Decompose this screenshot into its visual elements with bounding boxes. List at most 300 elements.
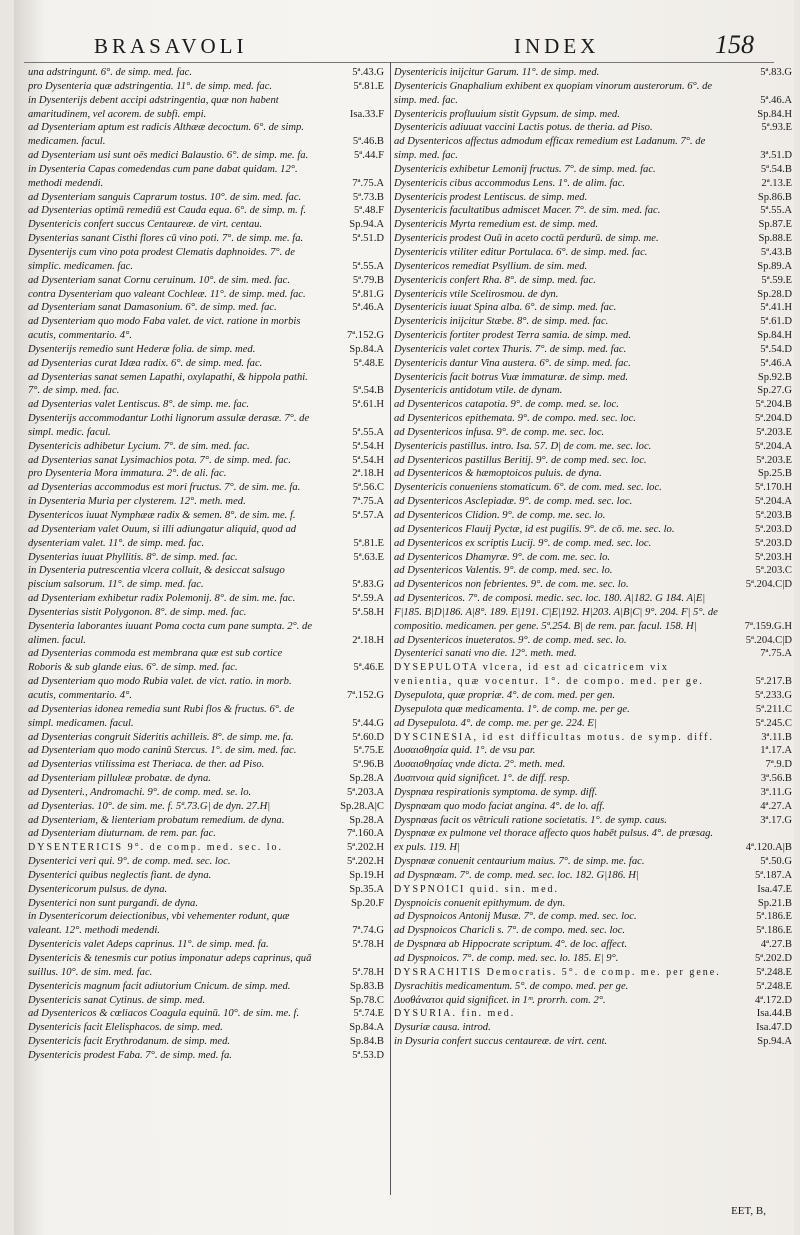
entry-text: Dysentericos remediat Psyllium. de sim. med. xyxy=(394,260,588,272)
entry-reference: 5ª.54.D xyxy=(760,343,792,355)
index-entry xyxy=(28,869,386,883)
index-entry xyxy=(28,1021,386,1035)
index-entry xyxy=(28,1007,386,1021)
entry-reference: 5ª.202.H xyxy=(346,842,384,854)
entry-reference: Isa.44.B xyxy=(756,1008,792,1020)
index-entry xyxy=(394,883,794,897)
entry-text: ad Dysentericos & cœliacos Coagula equinū. 10°. de sim. me. f. xyxy=(28,1008,300,1020)
index-entry xyxy=(394,440,794,454)
entry-text: Dysenterias sanant Cisthi flores cū vino poti. 7°. de simp. me. fa. xyxy=(28,233,304,245)
index-entry xyxy=(394,758,794,772)
entry-reference: 4ª.172.D xyxy=(754,994,792,1006)
index-entry xyxy=(28,994,386,1008)
entry-reference: 5ª.63.E xyxy=(353,551,384,563)
running-head xyxy=(84,30,754,70)
entry-text: ad Dysenteriam valet Ouum, si illi adiungatur aliquid, quod ad dysenteriam valet. 11°. de simp. med. fac. xyxy=(28,523,297,549)
index-entry xyxy=(394,1035,794,1049)
index-entry xyxy=(394,744,794,758)
entry-text: Dysenterijs cum vino pota prodest Clematis daphnoides. 7°. de simplic. medicamen. fac. xyxy=(28,246,295,272)
index-entry xyxy=(394,592,794,634)
entry-reference: 7ª.160.A xyxy=(346,828,384,840)
entry-text: ad Dysenteriam sanat Cornu ceruinum. 10°. de sim. med. fac. xyxy=(28,274,290,286)
entry-text: Dysentericis profluuium sistit Gypsum. de simp. med. xyxy=(394,108,620,120)
entry-text: ad Dysentericos Valentis. 9°. de comp. med. sec. lo. xyxy=(394,565,613,577)
entry-text: ad Dysentericos. 7°. de composi. medic. sec. loc. 180. A|182. G 184. A|E| F|185. B|D|186. A|8°. 189. E|191. C|E|192. H|203. A|B|C| 9°. 204. F| 5°. de compositio. medicamen. per gene. 5ª.254. B| de rem. par. facul. 158. H| xyxy=(394,593,718,632)
entry-reference: 7ª.159.G.H xyxy=(744,620,792,632)
entry-text: ad Dysenteri., Andromachi. 9°. de comp. med. se. lo. xyxy=(28,786,252,798)
entry-reference: Sp.88.E xyxy=(758,233,792,245)
index-entry xyxy=(28,606,386,620)
index-entry xyxy=(28,274,386,288)
index-entry xyxy=(28,495,386,509)
entry-reference: 3ª.51.D xyxy=(760,150,792,162)
entry-reference: Sp.84.B xyxy=(349,1036,384,1048)
entry-reference: Sp.84.H xyxy=(757,330,792,342)
entry-text: ad Dyspnoicos Antonij Musæ. 7°. de comp. med. sec. loc. xyxy=(394,911,637,923)
index-entry xyxy=(28,952,386,980)
entry-reference: 5ª.43.G xyxy=(352,67,384,78)
entry-text: Dysentericis fortiter prodest Terra samia. de simp. med. xyxy=(394,330,631,342)
index-entry xyxy=(28,398,386,412)
entry-text: Dysentericis facit Erythrodanum. de simp. med. xyxy=(28,1036,231,1048)
entry-reference: 5ª.75.E xyxy=(353,745,384,757)
entry-reference: Sp.21.B xyxy=(757,897,792,909)
entry-reference: 5ª.58.H xyxy=(352,606,384,618)
index-entry xyxy=(394,108,794,122)
entry-text: Dysenterias sistit Polygonon. 8°. de simp. med. fac. xyxy=(28,606,247,618)
index-entry xyxy=(394,1021,794,1035)
entry-text: ad Dysenteriam pilluleæ probatæ. de dyna. xyxy=(28,773,211,785)
index-entry xyxy=(28,814,386,828)
entry-text: ad Dysenteriam sanguis Caprarum tostus. 10°. de sim. med. fac. xyxy=(28,191,302,203)
entry-reference: 5ª.54.H xyxy=(352,454,384,466)
entry-reference: 5ª.233.G xyxy=(754,689,792,701)
entry-text: Dysepulota, quæ propriæ. 4°. de com. med. per gen. xyxy=(394,689,615,701)
entry-reference: 4ª.120.A|B xyxy=(745,842,792,854)
entry-reference: 5ª.204.A xyxy=(754,440,792,452)
index-entry xyxy=(394,218,794,232)
entry-text: Dysentericis adiuuat vaccini Lactis potus. de theria. ad Piso. xyxy=(394,122,653,134)
index-entry xyxy=(28,232,386,246)
entry-reference: Sp.94.A xyxy=(349,219,384,231)
index-entry xyxy=(394,426,794,440)
entry-reference: Sp.28.D xyxy=(757,288,792,300)
index-entry xyxy=(394,163,794,177)
entry-text: Dyspnœam quo modo faciat angina. 4°. de lo. aff. xyxy=(394,800,605,812)
entry-reference: 5ª.78.H xyxy=(352,939,384,951)
entry-text: Dysenterici non sunt purgandi. de dyna. xyxy=(28,897,198,909)
index-entry xyxy=(28,620,386,648)
index-entry xyxy=(28,66,386,80)
entry-text: Dysentericis antidotum vtile. de dynam. xyxy=(394,385,563,397)
entry-reference: Sp.94.A xyxy=(757,1036,792,1048)
entry-text: Dysentericis iuuat Spina alba. 6°. de simp. med. fac. xyxy=(394,302,617,314)
entry-text: Dysenteria laborantes iuuant Poma cocta cum pane sumpta. 2°. de alimen. facul. xyxy=(28,620,313,646)
entry-text: Dysentericis prodest Faba. 7°. de simp. med. fa. xyxy=(28,1049,232,1061)
entry-reference: 5ª.202.D xyxy=(754,953,792,964)
entry-reference: 5ª.60.D xyxy=(352,731,384,743)
entry-text: ad Dyspnoicos Charicli s. 7°. de compo. med. sec. loc. xyxy=(394,925,626,937)
entry-text: Dyspnœas facit os vētriculi ratione societatis. 1°. de symp. caus. xyxy=(394,814,667,826)
index-entry xyxy=(394,869,794,883)
index-entry xyxy=(28,592,386,606)
entry-reference: 5ª.81.G xyxy=(352,288,384,300)
entry-reference: 5ª.50.G xyxy=(760,856,792,868)
index-entry xyxy=(394,274,794,288)
entry-text: Dysentericis prodest Lentiscus. de simp. med. xyxy=(394,191,588,203)
entry-reference: Sp.92.B xyxy=(757,371,792,383)
entry-text: una adstringunt. 6°. de simp. med. fac. xyxy=(28,67,193,78)
entry-text: Dyspnœæ ex pulmone vel thorace affecto quos habēt pulsus. 4°. de præsag. ex puls. 119. H| xyxy=(394,828,714,854)
index-entry xyxy=(28,841,386,855)
entry-text: ad Dysentericos pastillus Beritij. 9°. de comp med. sec. loc. xyxy=(394,454,647,466)
entry-text: Dysentericis conueniens stomaticum. 6°. de com. med. sec. loc. xyxy=(394,482,662,494)
entry-reference: Sp.78.C xyxy=(349,994,384,1006)
entry-text: ad Dysentericos epithemata. 9°. de compo. med. sec. loc. xyxy=(394,413,636,425)
index-entry xyxy=(394,412,794,426)
entry-text: in Dysenterijs debent accipi adstringentia, quæ non habent amaritudinem, vel acorem. de subfi. empi. xyxy=(28,94,279,120)
entry-reference: 7ª.75.A xyxy=(760,648,792,660)
entry-text: Dysenterici veri qui. 9°. de comp. med. sec. loc. xyxy=(28,856,231,868)
index-entry xyxy=(28,910,386,938)
entry-reference: 5ª.57.A xyxy=(352,510,384,521)
entry-text: ad Dysenterias. 10°. de sim. me. f. 5ª.73.G| de dyn. 27.H| xyxy=(28,800,271,812)
entry-text: Dysrachitis medicamentum. 5°. de compo. med. per ge. xyxy=(394,980,629,992)
entry-text: ad Dysenteriam quo modo Rubia valet. de vict. ratio. in morb. acutis, commentario. 4°. xyxy=(28,676,292,701)
entry-reference: 5ª.203.H xyxy=(754,551,792,563)
entry-text: Dysentericis Gnaphalium exhibent ex quopiam vinorum austerorum. 6°. de simp. med. fac. xyxy=(394,80,713,106)
index-entry xyxy=(394,371,794,385)
index-entry xyxy=(28,440,386,454)
entry-text: Dysenterici quibus neglectis fiant. de dyna. xyxy=(28,869,212,881)
entry-reference: 4ª.27.B xyxy=(760,939,792,951)
index-entry xyxy=(394,523,794,537)
entry-reference: 5ª.61.H xyxy=(352,399,384,411)
entry-reference: Sp.25.B xyxy=(757,468,792,480)
entry-text: ad Dysenterias valet Lentiscus. 8°. de simp. me. fac. xyxy=(28,399,250,411)
index-entry xyxy=(28,315,386,343)
entry-text: ad Dysenterias idonea remedia sunt Rubi flos & fructus. 6°. de simpl. medicamen. facul. xyxy=(28,703,295,729)
entry-text: Dysentericorum pulsus. de dyna. xyxy=(28,883,168,895)
index-entry xyxy=(394,924,794,938)
entry-reference: 5ª.48.F xyxy=(353,205,384,217)
entry-reference: Sp.19.H xyxy=(349,869,384,881)
index-entry xyxy=(394,731,794,745)
entry-reference: 5ª.186.E xyxy=(756,925,792,937)
index-entry xyxy=(28,218,386,232)
entry-text: Dysentericis facit botrus Vuæ immaturæ. de simp. med. xyxy=(394,371,629,383)
index-entry xyxy=(394,357,794,371)
entry-text: Δυσπνοια quid significet. 1°. de diff. resp. xyxy=(394,773,570,785)
entry-text: Dysentericis confert succus Centaureæ. de virt. centau. xyxy=(28,219,263,231)
entry-text: Dysentericis inijcitur Stæbe. 8°. de simp. med. fac. xyxy=(394,316,609,328)
entry-text: ad Dysentericos infusa. 9°. de comp. me. sec. loc. xyxy=(394,426,605,438)
entry-text: Dysentericis Myrta remedium est. de simp. med. xyxy=(394,219,599,231)
entry-reference: 5ª.186.E xyxy=(756,911,792,923)
entry-reference: 5ª.203.E xyxy=(756,426,792,438)
entry-reference: 5ª.83.G xyxy=(760,67,792,78)
entry-reference: 5ª.43.B xyxy=(760,246,792,258)
entry-text: DYSCINESIA, id est difficultas motus. de symp. diff. xyxy=(394,731,715,743)
entry-text: Dysenterijs accommodantur Lothi lignorum assulæ derasæ. 7°. de simpl. medic. facul. xyxy=(28,413,310,438)
index-entry xyxy=(28,94,386,122)
entry-reference: 5ª.96.B xyxy=(352,759,384,771)
entry-text: ad Dysenteriam, & lienteriam probatum remedium. de dyna. xyxy=(28,814,285,826)
entry-reference: 5ª.81.E xyxy=(353,537,384,549)
entry-text: ad Dysenteriam usi sunt oës medici Balaustio. 6°. de simp. me. fa. xyxy=(28,150,309,162)
entry-text: ad Dysentericos non febrientes. 9°. de com. me. sec. lo. xyxy=(394,579,629,591)
entry-reference: 5ª.170.H xyxy=(754,482,792,494)
index-entry xyxy=(394,814,794,828)
index-entry xyxy=(394,509,794,523)
catchword: EET, B, xyxy=(731,1205,766,1217)
index-entry xyxy=(28,1049,386,1063)
entry-text: Dysenterijs remedio sunt Hederæ folia. de simp. med. xyxy=(28,343,256,355)
index-entry xyxy=(394,315,794,329)
entry-reference: 5ª.46.A xyxy=(760,357,792,369)
entry-reference: Sp.89.A xyxy=(757,260,792,272)
index-entry xyxy=(28,855,386,869)
index-entry xyxy=(394,135,794,163)
index-entry xyxy=(394,897,794,911)
entry-reference: Sp.27.G xyxy=(757,385,792,397)
entry-text: Dysenterias iuuat Phyllitis. 8°. de simp. med. fac. xyxy=(28,551,238,563)
index-entry xyxy=(394,260,794,274)
index-entry xyxy=(28,800,386,814)
right-column xyxy=(394,66,794,1195)
entry-reference: 5ª.54.B xyxy=(352,385,384,397)
entry-reference: 5ª.46.E xyxy=(353,662,384,674)
entry-text: DYSRACHITIS Democratis. 5°. de comp. me. per gene. xyxy=(394,966,721,978)
entry-text: ad Dysenteriam exhibetur radix Polemonij. 8°. de sim. me. fac. xyxy=(28,593,296,605)
index-entry xyxy=(28,288,386,302)
entry-text: ad Dysentericos Asclepiadæ. 9°. de comp. med. sec. loc. xyxy=(394,496,633,508)
index-entry xyxy=(28,412,386,440)
entry-reference: 5ª.204.C|D xyxy=(745,579,792,591)
index-entry xyxy=(394,827,794,855)
entry-reference: 5ª.51.D xyxy=(352,233,384,245)
entry-text: ad Dysenterias congruit Sideritis achilleis. 8°. de simp. me. fa. xyxy=(28,731,294,743)
entry-text: Dysentericis valet Adeps caprinus. 11°. de simp. med. fa. xyxy=(28,939,269,951)
index-entry xyxy=(394,1007,794,1021)
index-entry xyxy=(394,689,794,703)
index-entry xyxy=(28,509,386,523)
entry-text: DYSPNOICI quid. sin. med. xyxy=(394,883,560,895)
index-entry xyxy=(394,578,794,592)
entry-reference: 5ª.203.A xyxy=(346,786,384,798)
index-entry xyxy=(28,675,386,703)
entry-reference: 3ª.17.G xyxy=(760,814,792,826)
entry-reference: Sp.87.E xyxy=(758,219,792,231)
index-entry xyxy=(394,398,794,412)
index-entry xyxy=(394,564,794,578)
header-rule xyxy=(24,62,774,63)
entry-text: contra Dysenteriam quo valeant Cochleæ. 11°. de simp. med. fac. xyxy=(28,288,306,300)
index-entry xyxy=(28,191,386,205)
index-entry xyxy=(394,343,794,357)
entry-reference: 3ª.11.G xyxy=(760,786,792,798)
entry-reference: 5ª.74.E xyxy=(353,1008,384,1020)
index-entry xyxy=(28,343,386,357)
index-entry xyxy=(28,357,386,371)
entry-reference: 5ª.59.A xyxy=(352,593,384,605)
entry-reference: 5ª.44.F xyxy=(353,150,384,162)
index-entry xyxy=(394,384,794,398)
entry-text: ad Dysenterias curat Idæa radix. 6°. de simp. med. fac. xyxy=(28,357,263,369)
entry-text: DYSENTERICIS 9°. de comp. med. sec. lo. xyxy=(28,842,284,854)
entry-text: ad Dysenteriam quo modo caninū Stercus. 1°. de sim. med. fac. xyxy=(28,745,297,757)
entry-reference: 5ª.46.A xyxy=(352,302,384,314)
entry-text: Δυσαισθησία quid. 1°. de vsu par. xyxy=(394,745,536,757)
index-entry xyxy=(394,661,794,689)
left-column xyxy=(28,66,386,1195)
entry-text: ad Dysenteriam diuturnam. de rem. par. fac. xyxy=(28,828,216,840)
entry-reference: 5ª.59.E xyxy=(761,274,792,286)
index-entry xyxy=(394,288,794,302)
index-entry xyxy=(28,647,386,675)
index-entry xyxy=(394,121,794,135)
index-entry xyxy=(394,772,794,786)
entry-text: ad Dysepulota. 4°. de comp. me. per ge. 224. E| xyxy=(394,717,597,729)
entry-text: pro Dysenteria quæ adstringentia. 11°. de simp. med. fac. xyxy=(28,80,273,92)
index-entry xyxy=(394,301,794,315)
entry-reference: 5ª.48.E xyxy=(353,357,384,369)
index-entry xyxy=(28,703,386,731)
index-entry xyxy=(394,634,794,648)
index-entry xyxy=(28,80,386,94)
page-number: 158 xyxy=(715,30,754,59)
index-entry xyxy=(394,246,794,260)
entry-text: Dysentericos iuuat Nymphææ radix & semen. 8°. de sim. me. f. xyxy=(28,510,296,521)
entry-reference: 5ª.61.D xyxy=(760,316,792,328)
entry-reference: 5ª.203.E xyxy=(756,454,792,466)
entry-text: Dyspnœæ conuenit centaurium maius. 7°. de simp. me. fac. xyxy=(394,856,645,868)
entry-reference: 5ª.54.H xyxy=(352,440,384,452)
index-entry xyxy=(394,467,794,481)
entry-text: Dysepulota quæ medicamenta. 1°. de comp. me. per ge. xyxy=(394,703,630,715)
entry-reference: 5ª.203.C xyxy=(755,565,792,577)
index-entry xyxy=(28,883,386,897)
entry-reference: 7ª.152.G xyxy=(346,689,384,701)
entry-text: Dysentericis facit Elelisphacos. de simp. med. xyxy=(28,1022,223,1034)
index-entry xyxy=(28,758,386,772)
entry-reference: 5ª.79.B xyxy=(352,274,384,286)
index-entry xyxy=(28,163,386,191)
index-entry xyxy=(28,772,386,786)
index-entry xyxy=(28,371,386,399)
entry-text: in Dysenteria Capas comedendas cum pane dabat quidam. 12°. methodi medendi. xyxy=(28,163,298,189)
entry-reference: 5ª.203.B xyxy=(755,510,792,521)
index-entry xyxy=(28,467,386,481)
entry-reference: 2ª.18.H xyxy=(352,634,384,646)
entry-text: Dysenterici sanati vno die. 12°. meth. med. xyxy=(394,648,577,660)
entry-text: Dysentericis valet cortex Thuris. 7°. de simp. med. fac. xyxy=(394,343,627,355)
entry-text: ad Dysenterias sanat Lysimachios pota. 7°. de simp. med. fac. xyxy=(28,454,291,466)
entry-text: DYSURIA. fin. med. xyxy=(394,1008,516,1020)
index-entry xyxy=(28,980,386,994)
entry-reference: 5ª.187.A xyxy=(754,869,792,881)
entry-text: in Dysentericorum deiectionibus, vbi vehementer rodunt, quæ valeant. 12°. methodi medendi. xyxy=(28,911,290,937)
index-entry xyxy=(28,938,386,952)
entry-reference: 4ª.27.A xyxy=(760,800,792,812)
entry-reference: 5ª.245.C xyxy=(755,717,792,729)
entry-reference: Isa.47.D xyxy=(756,1022,792,1034)
index-entry xyxy=(394,647,794,661)
entry-reference: 5ª.55.A xyxy=(352,426,384,438)
entry-reference: 5ª.46.A xyxy=(760,94,792,106)
entry-text: ad Dysentericos Dhamyræ. 9°. de com. me. sec. lo. xyxy=(394,551,611,563)
entry-text: Δυσθάνατοι quid significet. in 1ᵐ. prorrh. com. 2°. xyxy=(394,994,606,1006)
entry-reference: 5ª.93.E xyxy=(761,122,792,134)
entry-text: Dysentericis & tenesmis cur potius imponatur adeps caprinus, quā suillus. 10°. de sim. med. fac. xyxy=(28,953,312,978)
index-entry xyxy=(394,994,794,1008)
entry-reference: 5ª.248.E xyxy=(756,966,792,978)
index-entry xyxy=(394,703,794,717)
header-author: BRASAVOLI xyxy=(94,34,248,58)
entry-reference: 5ª.202.H xyxy=(346,856,384,868)
entry-text: Dysuriæ causa. introd. xyxy=(394,1022,491,1034)
entry-reference: 5ª.81.E xyxy=(353,80,384,92)
entry-reference: 2ª.13.E xyxy=(761,177,792,189)
entry-text: de Dyspnœa ab Hippocrate scriptum. 4°. de loc. affect. xyxy=(394,939,628,951)
index-entry xyxy=(394,80,794,108)
index-entry xyxy=(394,952,794,966)
index-entry xyxy=(394,800,794,814)
index-entry xyxy=(394,938,794,952)
entry-reference: Sp.84.A xyxy=(349,343,384,355)
index-entry xyxy=(28,121,386,149)
entry-text: ad Dysentericos ex scriptis Lucij. 9°. de comp. med. sec. loc. xyxy=(394,537,652,549)
entry-text: ad Dysentericos catapotia. 9°. de comp. med. se. loc. xyxy=(394,399,619,411)
entry-reference: 7ª.75.A xyxy=(352,496,384,508)
entry-reference: 5ª.73.B xyxy=(352,191,384,203)
entry-text: ad Dysentericos affectus admodum efficax remedium est Ladanum. 7°. de simp. med. fac. xyxy=(394,136,706,162)
index-entry xyxy=(394,855,794,869)
entry-text: Dyspnœa respirationis symptoma. de symp. diff. xyxy=(394,786,598,798)
index-entry xyxy=(28,204,386,218)
index-entry xyxy=(394,717,794,731)
entry-reference: 7ª.152.G xyxy=(346,330,384,342)
index-entry xyxy=(28,551,386,565)
entry-reference: 5ª.204.B xyxy=(755,399,792,411)
entry-reference: Sp.28.A|C xyxy=(340,800,384,812)
entry-reference: Sp.28.A xyxy=(349,814,384,826)
entry-reference: 5ª.53.D xyxy=(352,1049,384,1061)
index-entry xyxy=(394,177,794,191)
entry-text: Dysentericis adhibetur Lycium. 7°. de sim. med. fac. xyxy=(28,440,250,452)
entry-reference: Sp.84.A xyxy=(349,1022,384,1034)
index-entry xyxy=(28,481,386,495)
entry-reference: 7ª.9.D xyxy=(765,759,792,771)
index-entry xyxy=(394,191,794,205)
entry-reference: 5ª.41.H xyxy=(760,302,792,314)
entry-text: Dysentericis vtiliter editur Portulaca. 6°. de simp. med. fac. xyxy=(394,246,648,258)
entry-text: ad Dysenterias optimū remediū est Cauda equa. 6°. de simp. m. f. xyxy=(28,205,307,217)
index-entry xyxy=(394,551,794,565)
index-entry xyxy=(28,827,386,841)
entry-reference: 5ª.55.A xyxy=(352,260,384,272)
entry-reference: Sp.86.B xyxy=(757,191,792,203)
entry-text: Dysentericis magnum facit adiutorium Cnicum. de simp. med. xyxy=(28,980,291,992)
entry-text: ad Dysenterias sanat semen Lapathi, oxylapathi, & hippola pathi. 7°. de simp. med. fac. xyxy=(28,371,308,397)
index-entry xyxy=(394,537,794,551)
entry-reference: 5ª.56.C xyxy=(352,482,384,494)
index-entry xyxy=(28,897,386,911)
entry-text: ad Dysenteriam sanat Damasonium. 6°. de simp. med. fac. xyxy=(28,302,277,314)
entry-reference: Isa.47.E xyxy=(757,883,792,895)
index-entry xyxy=(28,454,386,468)
entry-text: Dysentericis cibus accommodus Lens. 1°. de alim. fac. xyxy=(394,177,626,189)
